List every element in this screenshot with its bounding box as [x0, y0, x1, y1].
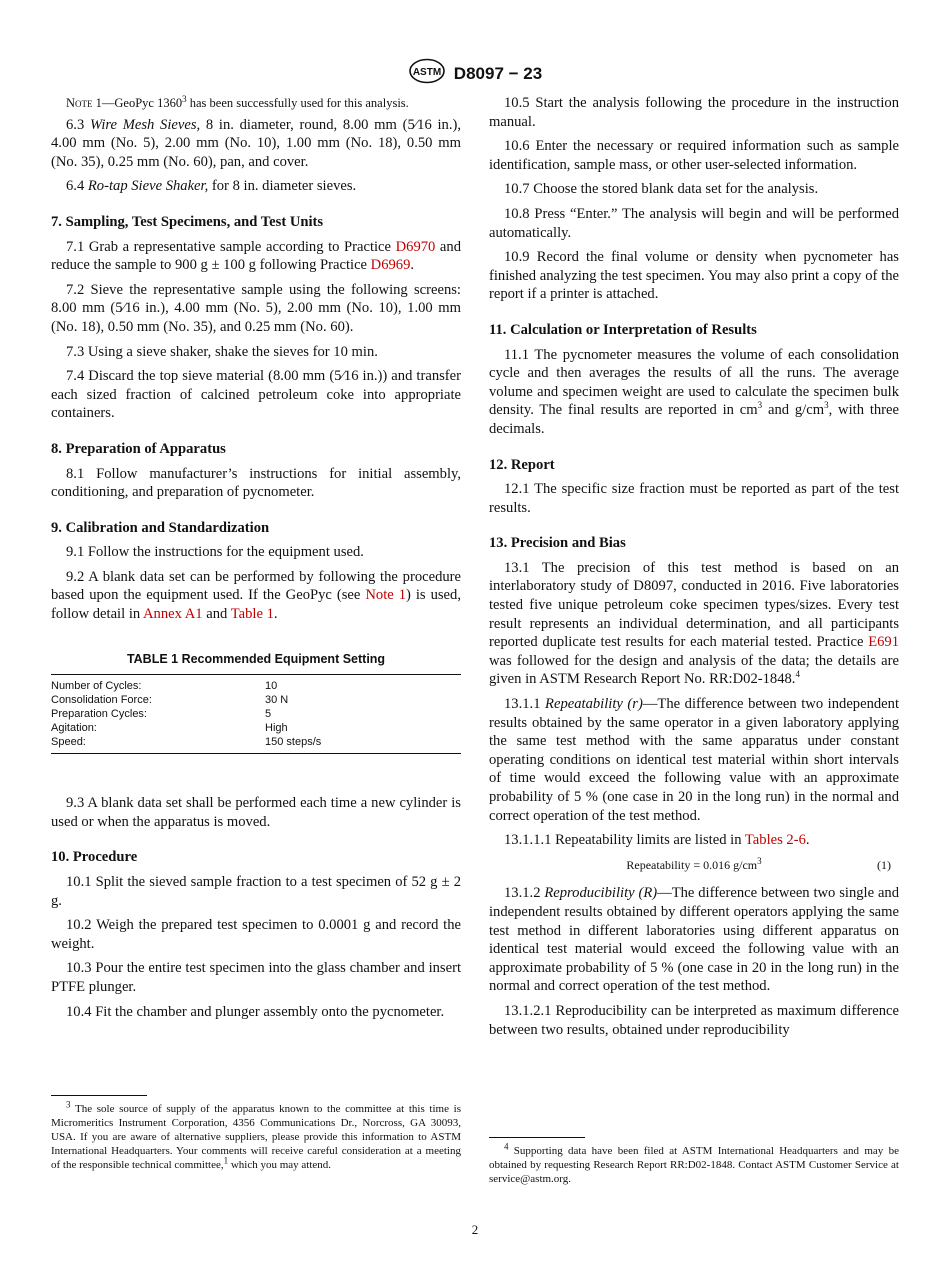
section-10-9: 10.9 Record the final volume or density when pycnometer has finished analyzing the test specimen. You may also print a copy of the report if a printer is attached.	[489, 249, 899, 303]
left-column	[51, 94, 461, 1027]
section-11-1: 11.1 The pycnometer measures the volume of each consolidation cycle and then averages the results of all the runs. The average volume and specimen weight are used to calculate the specimen bulk density. The final results are reported in $cm^3$ and $g/cm^3$, with three decimals.	[489, 346, 899, 437]
footnote-4: $^4$ Supporting data have been filed at ASTM International Headquarters and may be obtained by requesting Research Report RR:D02-1848. Contact ASTM Customer Service at service@astm.org.	[489, 1141, 899, 1185]
section-13-1-2-1: 13.1.2.1 Reproducibility can be interpreted as maximum difference between two results, obtained under reproducibility	[489, 1002, 899, 1038]
section-8-1: 8.1 Follow manufacturer’s instructions for initial assembly, conditioning, and preparation of pycnometer.	[51, 465, 461, 501]
link-annex-a1[interactable]: Annex A1	[143, 606, 203, 623]
section-10-3: 10.3 Pour the entire test specimen into the glass chamber and insert PTFE plunger.	[51, 960, 461, 995]
section-10-4: 10.4 Fit the chamber and plunger assembly onto the pycnometer.	[66, 1003, 445, 1020]
svg-text:ASTM: ASTM	[412, 67, 441, 78]
equation-number: (1)	[877, 857, 891, 872]
section-10-6: 10.6 Enter the necessary or required information such as sample identification, sample mass, or other user-selected information.	[489, 138, 899, 173]
section-6-4: 6.4 Ro-tap Sieve Shaker, for 8 in. diameter sieves.	[66, 178, 357, 195]
section-9-2: 9.2 A blank data set can be performed by following the procedure based upon the equipment used. If the GeoPyc (see Note 1) is used, follow detail in Annex A1 and Table 1.	[51, 568, 461, 623]
link-tables-2-6[interactable]: Tables 2-6	[744, 832, 806, 849]
link-note-1[interactable]: Note 1	[365, 587, 407, 604]
link-e691[interactable]: E691	[868, 634, 899, 651]
heading-10: 10. Procedure	[51, 849, 138, 866]
heading-9: 9. Calibration and Standardization	[51, 519, 270, 536]
table-row: Preparation Cycles: 5	[51, 708, 272, 721]
section-7-3: 7.3 Using a sieve shaker, shake the sieves for 10 min.	[66, 343, 378, 360]
section-13-1: 13.1 The precision of this test method is based on an interlaboratory study of D8097, conducted in 2016. Five laboratories tested five unique petroleum coke specimen types/sizes. Every test result represents an individual determination, and all participants reported duplicate test results for each material tested. Practice E691 was followed for the design and analysis of the data; the details are given in ASTM Research Report No. RR:D02-1848.$^4$	[489, 559, 899, 688]
right-column	[489, 94, 899, 1045]
section-7-4: 7.4 Discard the top sieve material (8.00 mm (5⁄16 in.)) and transfer each sized fraction of calcined petroleum coke into appropriate containers.	[51, 368, 461, 422]
page-number: 2	[471, 1222, 479, 1237]
footnote-divider	[51, 1095, 147, 1096]
heading-7: 7. Sampling, Test Specimens, and Test Units	[51, 213, 324, 230]
note-1: Note 1—GeoPyc 1360$^3$ has been successfully used for this analysis.	[66, 93, 409, 110]
table-row: Consolidation Force: 30 N	[51, 694, 289, 707]
document-id: D8097 − 23	[453, 63, 543, 83]
astm-logo	[408, 58, 446, 89]
section-10-2: 10.2 Weigh the prepared test specimen to 0.0001 g and record the weight.	[51, 917, 461, 952]
section-7-1: 7.1 Grab a representative sample according to Practice D6970 and reduce the sample to 900 g ± 100 g following Practice D6969.	[51, 238, 461, 274]
heading-8: 8. Preparation of Apparatus	[51, 440, 226, 457]
equation-1: Repeatability = 0.016 $g/cm^3$ (1)	[489, 856, 899, 875]
link-d6970[interactable]: D6970	[395, 238, 436, 255]
link-table-1[interactable]: Table 1	[230, 606, 274, 623]
section-6-3: 6.3 Wire Mesh Sieves, 8 in. diameter, round, 8.00 mm (5⁄16 in.), 4.00 mm (No. 5), 2.00 mm (No. 10), 1.00 mm (No. 18), 0.50 mm (No. 35), 0.25 mm (No. 60), pan, and cover.	[51, 116, 462, 170]
footnote-area-left	[51, 1095, 461, 1172]
heading-13: 13. Precision and Bias	[489, 535, 626, 552]
section-10-7: 10.7 Choose the stored blank data set for the analysis.	[504, 181, 819, 198]
heading-12: 12. Report	[489, 456, 555, 473]
section-13-1-1-1: 13.1.1.1 Repeatability limits are listed in Tables 2-6.	[504, 832, 810, 849]
section-9-3: 9.3 A blank data set shall be performed each time a new cylinder is used or when the apparatus is moved.	[51, 795, 461, 830]
footnote-area-right	[489, 1137, 899, 1186]
table-1-title: TABLE 1 Recommended Equipment Setting	[126, 651, 386, 666]
section-13-1-1: 13.1.1 Repeatability (r)—The difference between two independent results obtained by the same operator in a given laboratory applying the same test method with the same apparatus under constant operating conditions on identical test material within short intervals of time would exceed the following value with an approximate probability of 5 % (one case in 20 in the long run) in the normal and correct operation of the test method.	[489, 696, 899, 824]
section-12-1: 12.1 The specific size fraction must be reported as part of the test results.	[489, 481, 899, 516]
section-13-1-2: 13.1.2 Reproducibility (R)—The difference between two single and independent results obtained by different operators applying the same test method in different laboratories using different apparatus on identical test material would exceed the following value with an approximate probability of 5 % (one case in 20 in the long run) in the normal and correct operation of the test method.	[489, 885, 900, 995]
section-7-2: 7.2 Sieve the representative sample using the following screens: 8.00 mm (5⁄16 in.), 4.00 mm (No. 5), 2.00 mm (No. 10), 1.00 mm (No. 18), 0.50 mm (No. 35), and 0.25 mm (No. 60).	[51, 281, 461, 335]
table-row: Number of Cycles: 10	[51, 680, 278, 693]
table-row: Agitation: High	[51, 722, 288, 735]
heading-11: 11. Calculation or Interpretation of Results	[489, 321, 757, 338]
section-9-1: 9.1 Follow the instructions for the equipment used.	[66, 544, 364, 561]
table-1	[51, 674, 461, 754]
table-row: Speed: 150 steps/s	[51, 736, 322, 749]
footnote-divider	[489, 1137, 585, 1138]
section-10-8: 10.8 Press “Enter.” The analysis will begin and will be performed automatically.	[489, 205, 899, 241]
section-10-1: 10.1 Split the sieved sample fraction to a test specimen of 52 g ± 2 g.	[51, 874, 461, 909]
section-10-5: 10.5 Start the analysis following the procedure in the instruction manual.	[489, 95, 899, 130]
footnote-3: $^3$ The sole source of supply of the apparatus known to the committee at this time is Micromeritics Instrument Corporation, 4356 Communications Dr., Norcross, GA 30093, USA. If you are aware of alternative suppliers, please provide this information to ASTM International Headquarters. Your comments will receive careful consideration at a meeting of the responsible technical committee,$^1$ which you may attend.	[51, 1099, 461, 1171]
page-header	[0, 58, 950, 89]
link-d6969[interactable]: D6969	[370, 257, 411, 274]
